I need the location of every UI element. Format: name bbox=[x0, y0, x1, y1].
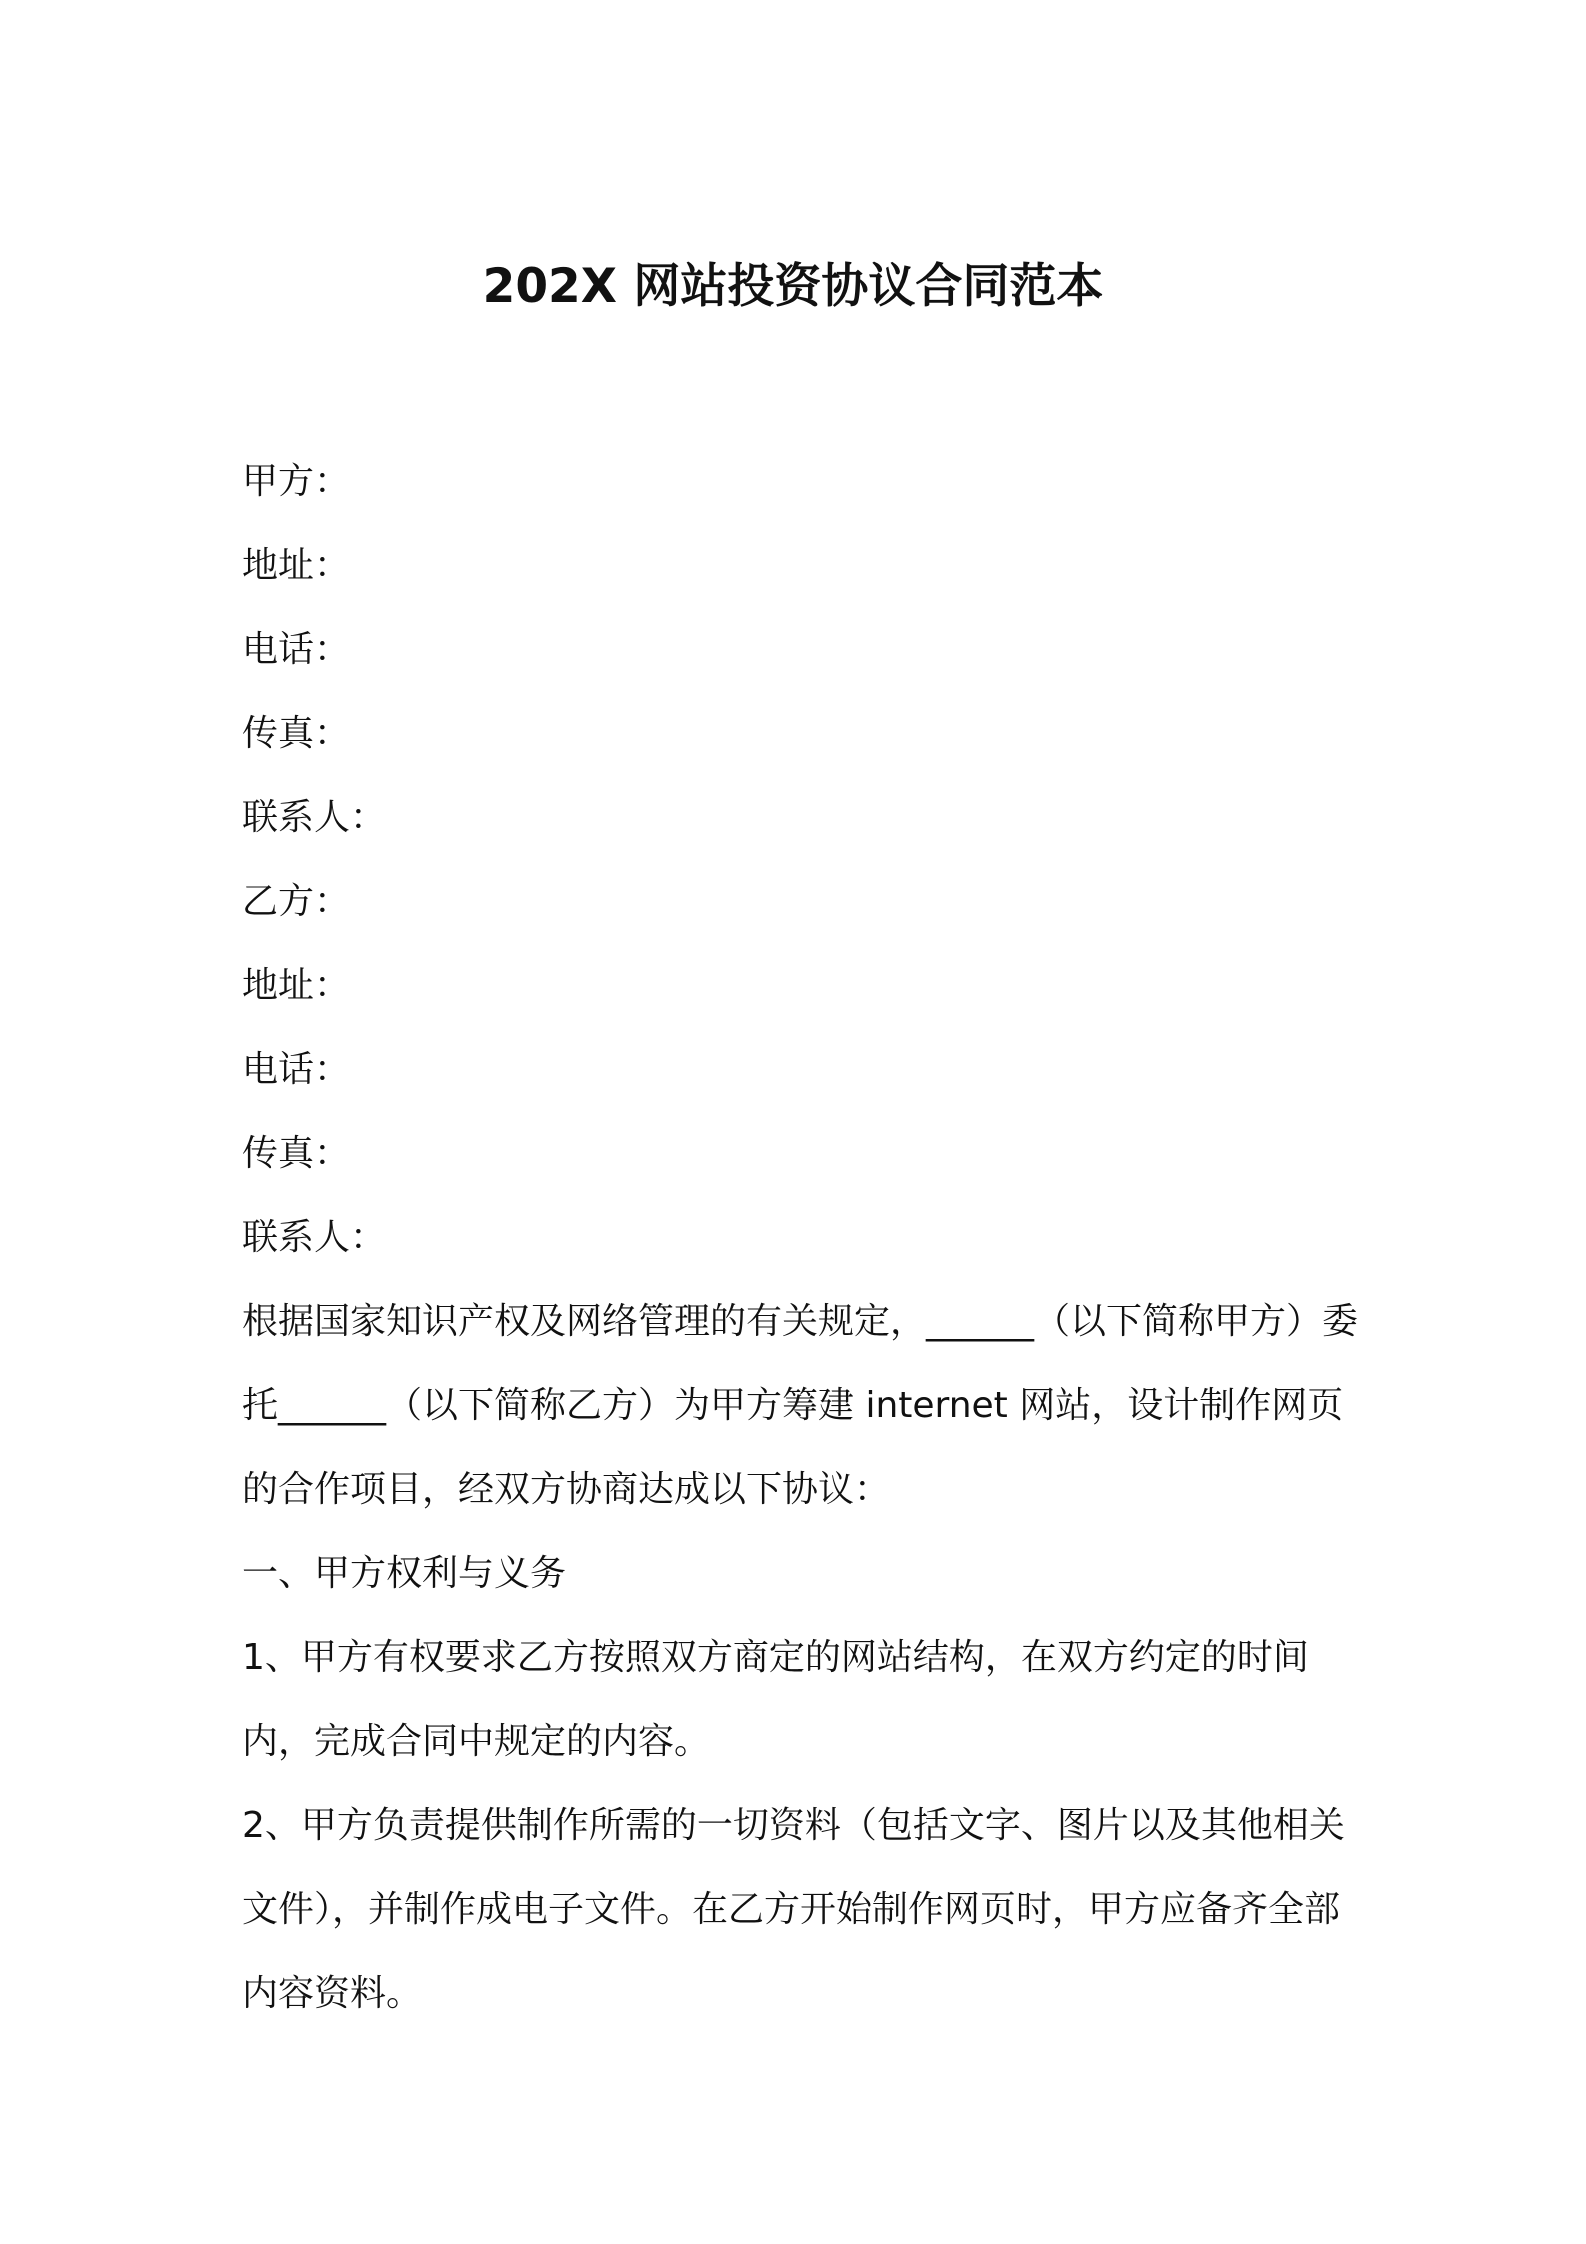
party-a-fax-label: 传真： bbox=[242, 713, 351, 754]
party-b-contact-label: 联系人： bbox=[242, 1217, 387, 1258]
intro-paragraph: 根据国家知识产权及网络管理的有关规定，______（以下简称甲方）委托______（以下简称乙方）为甲方筹建 internet 网站，设计制作网页的合作项目，经双方协商达成以下协议： bbox=[242, 1301, 1359, 1510]
clause-1: 1、甲方有权要求乙方按照双方商定的网站结构，在双方约定的时间内，完成合同中规定的内容。 bbox=[242, 1637, 1309, 1762]
party-a-contact-label: 联系人： bbox=[242, 797, 387, 838]
document-body bbox=[242, 440, 1362, 2036]
party-b-label: 乙方： bbox=[242, 881, 351, 922]
party-a-label: 甲方： bbox=[242, 461, 351, 502]
section-heading-party-a-rights: 一、甲方权利与义务 bbox=[242, 1553, 567, 1594]
clause-2: 2、甲方负责提供制作所需的一切资料（包括文字、图片以及其他相关文件），并制作成电子文件。在乙方开始制作网页时，甲方应备齐全部内容资料。 bbox=[242, 1805, 1345, 2014]
party-b-phone-label: 电话： bbox=[242, 1049, 351, 1090]
party-b-fax-label: 传真： bbox=[242, 1133, 351, 1174]
party-a-phone-label: 电话： bbox=[242, 629, 351, 670]
party-b-address-label: 地址： bbox=[242, 965, 351, 1006]
party-a-address-label: 地址： bbox=[242, 545, 351, 586]
document-title: 202X 网站投资协议合同范本 bbox=[482, 259, 1104, 314]
